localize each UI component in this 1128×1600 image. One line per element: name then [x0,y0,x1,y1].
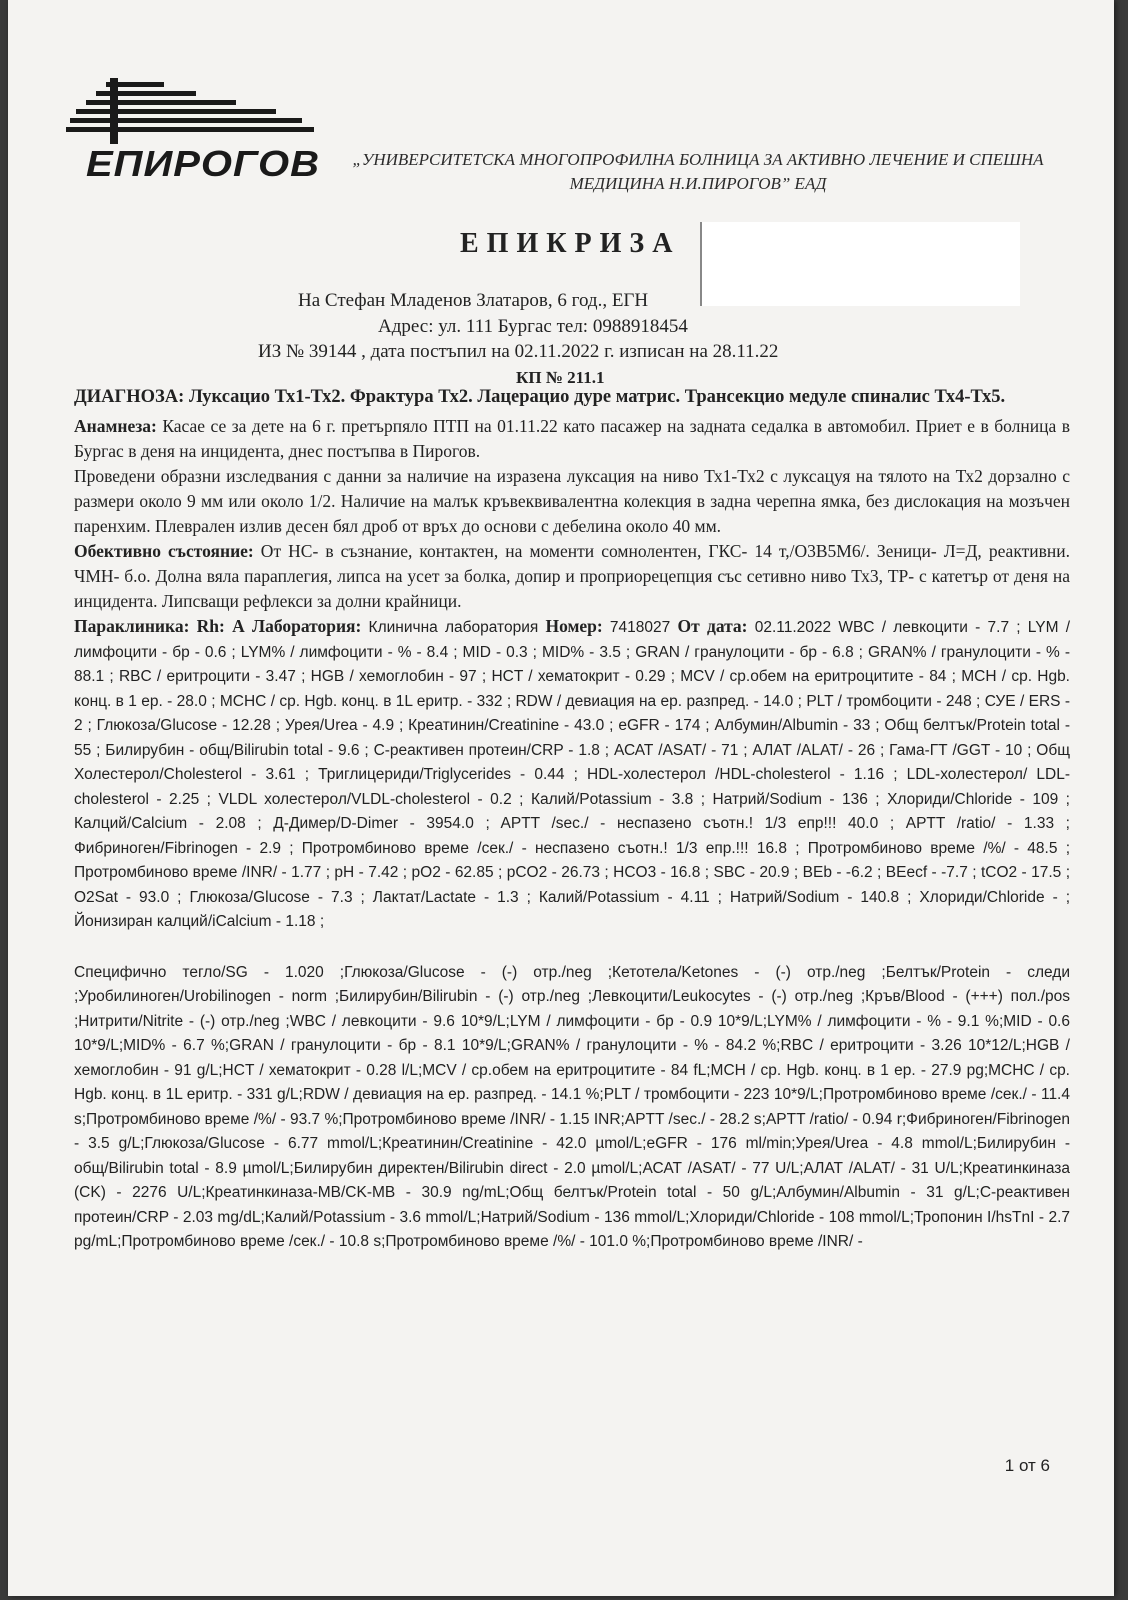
patient-address: Адрес: ул. 111 Бургас тел: 0988918454 [378,316,688,337]
lab-date: 02.11.2022 [747,619,839,636]
objective-label: Обективно състояние: [74,541,254,561]
objective-text: От НС- в съзнание, контактен, на моменти сомнолентен, ГКС- 14 т,/О3В5М6/. Зеници- Л=Д, реактивни. ЧМН- б.о. Долна вяла параплегия, липса на усет за болка, допир и проприорецепция със сетивно ниво Тх3, ТР- с катетър от деня на инцидента. Липсващи рефлекси за долни крайници. [74,541,1070,611]
admission-info: ИЗ № 39144 , дата постъпил на 02.11.2022 г. изписан на 28.11.22 [258,341,779,362]
document-page [8,0,1114,1596]
anamnesis-imaging: Проведени образни изследвания с данни за наличие на изразена луксация на ниво Тх1-Тх2 с луксацуя на тялото на Тх2 дорзално с размери около 9 мм или около 1/2. Наличие на малък кръвеквивалентна колекция в задна черепна ямка, без дислокация на мозъчен паренхим. Плеврален излив десен бял дроб от връх до основи с дебелина около 40 мм. [74,466,1070,536]
page-number: 1 от 6 [1004,1456,1050,1475]
logo-wordmark: ЕПИРОГОВ [86,144,321,184]
hospital-name-line2: МЕДИЦИНА Н.И.ПИРОГОВ” ЕАД [569,174,827,193]
clinical-path-number: КП № 211.1 [516,368,605,387]
document-title: ЕПИКРИЗА [460,228,681,259]
patient-line: На Стефан Младенов Златаров, 6 год., ЕГН [298,290,649,311]
anamnesis [74,414,1070,464]
lab-number-label: Номер: [545,616,603,636]
anamnesis-text: Касае се за дете на 6 г. претърпяло ПТП на 01.11.22 като пасажер на задната седалка в автомобил. Приет е в болница в Бургас в деня на инцидента, днес постъпва в Пирогов. [74,416,1070,461]
diagnosis [74,384,1070,410]
anamnesis-label: Анамнеза: [74,416,157,436]
lab-results-urine-blood: Специфично тегло/SG - 1.020 ;Глюкоза/Glucose - (-) отр./neg ;Кетотела/Ketones - (-) отр./neg ;Белтък/Protein - следи ;Уробилиноген/Urobilinogen - norm ;Билирубин/Bilirubin - (-) отр./neg ;Левкоцити/Leukocytes - (-) отр./neg ;Кръв/Blood - (+++) пол./pos ;Нитрити/Nitrite - (-) отр./neg ;WBC / левкоцити - 9.6 10*9/L;LYM / лимфоцити - бр - 0.9 10*9/L;LYM% / лимфоцити - % - 9.1 %;MID - 0.6 10*9/L;MID% - 6.7 %;GRAN / гранулоцити - бр - 8.1 10*9/L;GRAN% / гранулоцити - % - 84.2 %;RBC / еритроцити - 3.26 10*12/L;HGB / хемоглобин - 91 g/L;HCT / хематокрит - 0.28 l/L;MCV / ср.обем на еритроцитите - 84 fL;MCH / ср. Hgb. конц. в 1 ер. - 27.9 pg;MCHC / ср. Hgb. конц. в 1L еритр. - 331 g/L;RDW / девиация на ер. разпред. - 14.1 %;PLT / тромбоцити - 223 10*9/L;Протромбиново време /сек./ - 11.4 s;Протромбиново време /%/ - 93.7 %;Протромбиново време /INR/ - 1.15 INR;APTT /sec./ - 28.2 s;APTT /ratio/ - 0.94 r;Фибриноген/Fibrinogen - 3.5 g/L;Глюкоза/Glucose - 6.77 mmol/L;Креатинин/Creatinine - 42.0 µmol/L;eGFR - 176 ml/min;Урея/Urea - 4.8 mmol/L;Билирубин - общ/Bilirubin total - 8.9 µmol/L;Билирубин директен/Bilirubin direct - 2.0 µmol/L;АСАТ /ASAT/ - 77 U/L;АЛАТ /ALAT/ - 31 U/L;Креатинкиназа (CK) - 2276 U/L;Креатинкиназа-MB/CK-MB - 30.9 ng/mL;Общ белтък/Protein total - 50 g/L;Албумин/Albumin - 31 g/L;С-реактивен протеин/CRP - 2.03 mg/dL;Калий/Potassium - 3.6 mmol/L;Натрий/Sodium - 136 mmol/L;Хлориди/Chloride - 108 mmol/L;Тропонин I/hsTnI - 2.7 pg/mL;Протромбиново време /сек./ - 10.8 s;Протромбиново време /%/ - 101.0 %;Протромбиново време /INR/ - [74,963,1070,1250]
logo-emblem-icon [66,78,318,148]
lab-results-blood: WBC / левкоцити - 7.7 ; LYM / лимфоцити - бр - 0.6 ; LYM% / лимфоцити - % - 8.4 ; MID - 0.3 ; MID% - 3.5 ; GRAN / гранулоцити - бр - 6.8 ; GRAN% / гранулоцити - % - 88.1 ; RBC / еритроцити - 3.47 ; HGB / хемоглобин - 97 ; HCT / хематокрит - 0.29 ; MCV / ср.обем на еритроцитите - 84 ; MCH / ср. Hgb. конц. в 1 ер. - 28.0 ; MCHC / ср. Hgb. конц. в 1L еритр. - 332 ; RDW / девиация на ер. разпред. - 14.0 ; PLT / тромбоцити - 248 ; СУЕ / ERS - 2 ; Глюкоза/Glucose - 12.28 ; Урея/Urea - 4.9 ; Креатинин/Creatinine - 43.0 ; eGFR - 174 ; Албумин/Albumin - 33 ; Общ белтък/Protein total - 55 ; Билирубин - общ/Bilirubin total - 9.6 ; С-реактивен протеин/CRP - 1.8 ; АСАТ /ASAT/ - 71 ; АЛАТ /ALAT/ - 26 ; Гама-ГТ /GGT - 10 ; Общ Холестерол/Cholesterol - 3.61 ; Триглицериди/Triglycerides - 0.44 ; HDL-холестерол /HDL-cholesterol - 1.16 ; LDL-холестерол/ LDL-cholesterol - 2.25 ; VLDL холестерол/VLDL-cholesterol - 0.2 ; Калий/Potassium - 3.8 ; Натрий/Sodium - 136 ; Хлориди/Chloride - 109 ; Калций/Calcium - 2.08 ; Д-Димер/D-Dimer - 3954.0 ; APTT /sec./ - неспазено съотн.! 1/3 епр!!! 40.0 ; APTT /ratio/ - 1.33 ; Фибриноген/Fibrinogen - 2.9 ; Протромбиново време /сек./ - неспазено съотн.! 1/3 епр.!!! 16.8 ; Протромбиново време /%/ - 48.5 ; Протромбиново време /INR/ - 1.77 ; pH - 7.42 ; pO2 - 62.85 ; pCO2 - 26.73 ; HCO3 - 16.8 ; SBC - 20.9 ; BEb - -6.2 ; BEecf - -7.7 ; tCO2 - 17.5 ; O2Sat - 93.0 ; Глюкоза/Glucose - 7.3 ; Лактат/Lactate - 1.3 ; Калий/Potassium - 4.11 ; Натрий/Sodium - 140.8 ; Хлориди/Chloride - ; Йонизиран калций/iCalcium - 1.18 ; [74,619,1070,930]
hospital-logo [66,78,321,188]
hospital-name-line1: „УНИВЕРСИТЕТСКА МНОГОПРОФИЛНА БОЛНИЦА ЗА АКТИВНО ЛЕЧЕНИЕ И СПЕШНА [352,150,1044,169]
lab-date-label: От дата: [677,616,748,636]
diagnosis-text: Луксацио Тх1-Тх2. Фрактура Тх2. Лацерацио дуре матрис. Трансекцио медуле спиналис Тх4-Тх5. [184,387,1006,407]
hospital-name [328,148,1068,196]
section-gap [74,935,1070,961]
paraclinic-results [74,614,1070,935]
paraclinic-label: Параклиника: Rh: А Лаборатория: [74,616,362,636]
document-body [74,384,1070,1255]
diagnosis-label: ДИАГНОЗА: [74,387,185,407]
lab-number: 7418027 [602,619,678,636]
objective-status [74,539,1070,614]
redaction-box [700,222,1020,306]
lab-name: Клинична лаборатория [361,619,546,636]
